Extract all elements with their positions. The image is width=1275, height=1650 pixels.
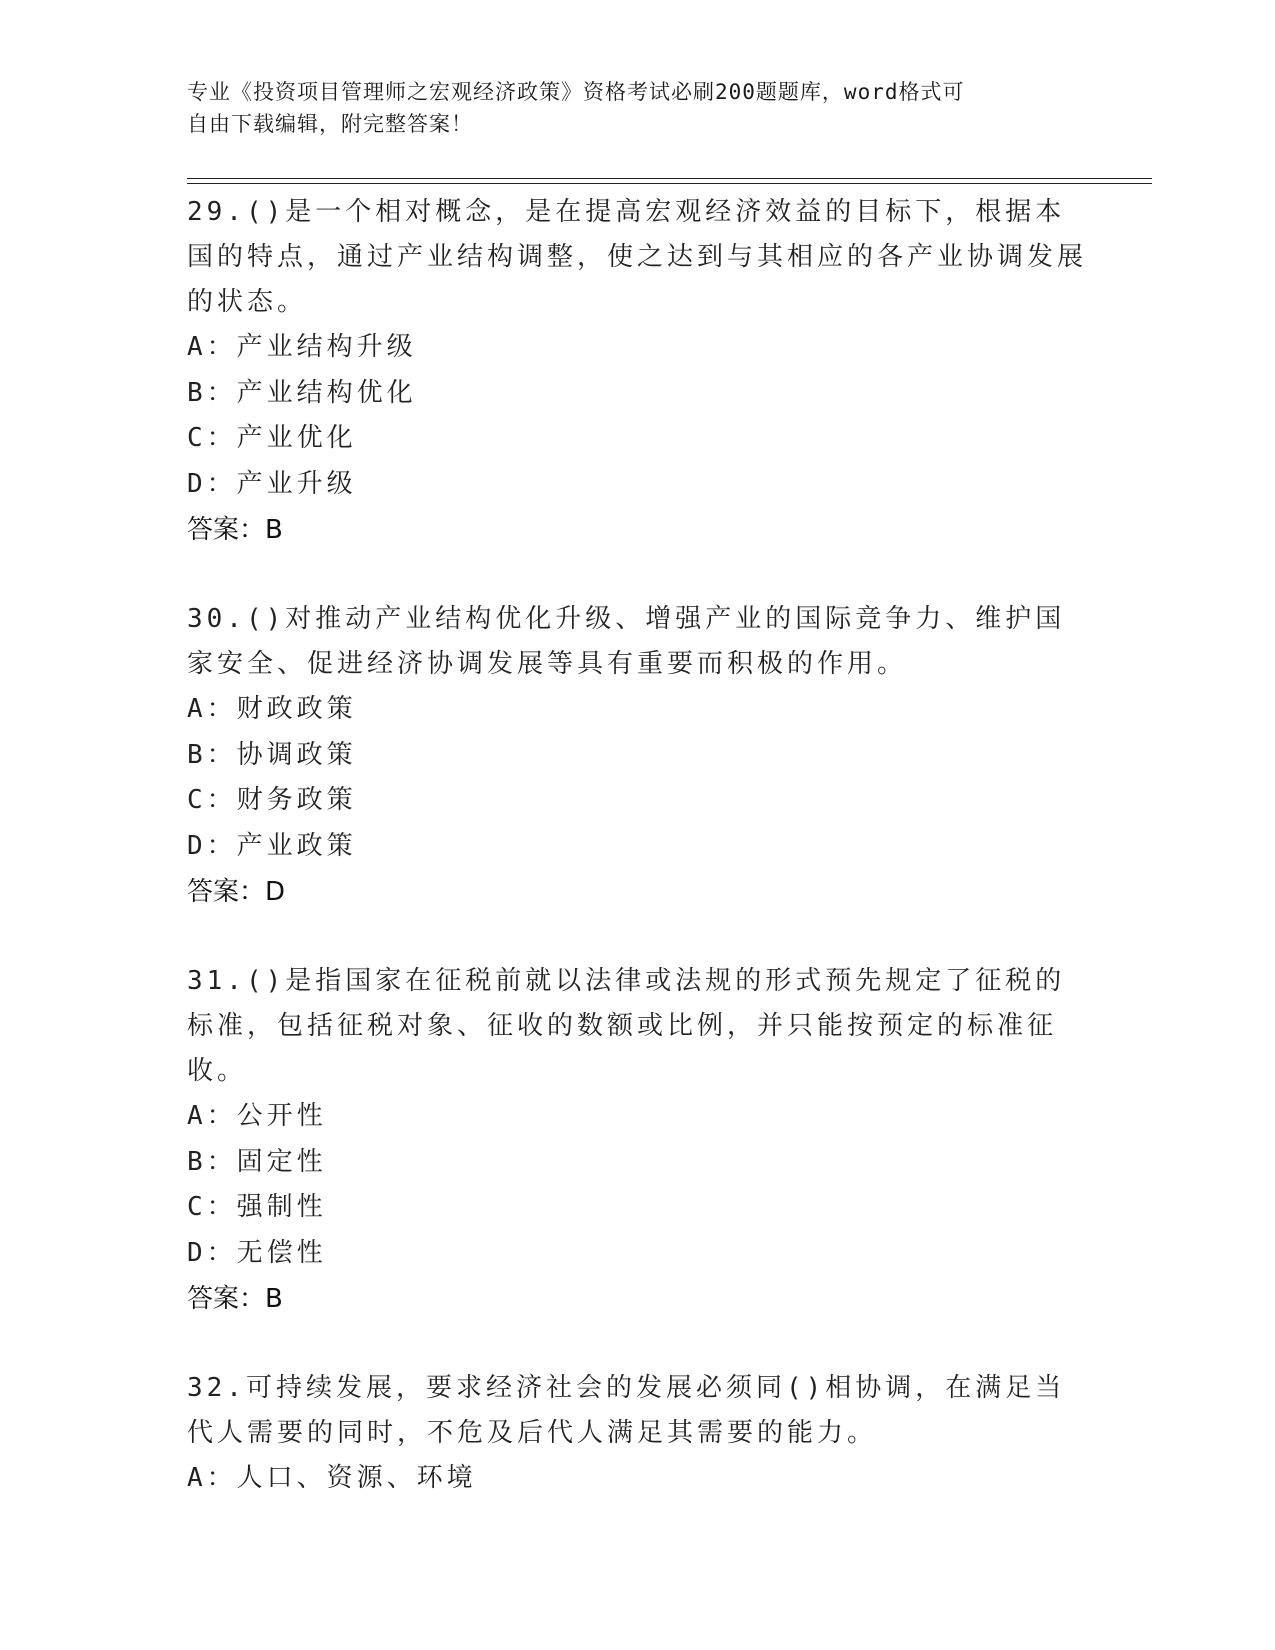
question-31 <box>187 959 1087 1322</box>
question-text: 31.()是指国家在征税前就以法律或法规的形式预先规定了征税的标准，包括征税对象、征收的数额或比例，并只能按预定的标准征收。 <box>187 966 1066 1086</box>
question-text: 29.()是一个相对概念，是在提高宏观经济效益的目标下，根据本国的特点，通过产业结构调整，使之达到与其相应的各产业协调发展的状态。 <box>187 197 1088 317</box>
question-29 <box>187 190 1087 553</box>
question-32 <box>187 1366 1087 1502</box>
question-text: 30.()对推动产业结构优化升级、增强产业的国际竞争力、维护国家安全、促进经济协调发展等具有重要而积极的作用。 <box>187 604 1066 679</box>
document-header <box>187 76 1067 140</box>
header-divider-top <box>187 178 1152 179</box>
option-a: A：公开性 <box>187 1101 327 1131</box>
question-30 <box>187 597 1087 915</box>
question-text: 32.可持续发展，要求经济社会的发展必须同()相协调，在满足当代人需要的同时，不危及后代人满足其需要的能力。 <box>187 1373 1066 1448</box>
option-a: A：产业结构升级 <box>187 332 417 362</box>
option-c: C：产业优化 <box>187 423 357 453</box>
option-b: B：产业结构优化 <box>187 377 417 408</box>
answer-label: 答案：D <box>187 877 286 907</box>
answer-label: 答案：B <box>187 1284 283 1314</box>
option-c: C：财务政策 <box>187 785 357 815</box>
header-line-2: 自由下载编辑，附完整答案！ <box>187 112 473 136</box>
answer-label: 答案：B <box>187 515 283 545</box>
option-d: D：无偿性 <box>187 1237 327 1268</box>
option-c: C：强制性 <box>187 1192 327 1222</box>
option-b: B：协调政策 <box>187 739 357 770</box>
option-b: B：固定性 <box>187 1146 327 1177</box>
header-line-1: 专业《投资项目管理师之宏观经济政策》资格考试必刷200题题库，word格式可 <box>187 80 965 104</box>
question-list <box>187 190 1087 1546</box>
option-d: D：产业政策 <box>187 830 357 861</box>
option-a: A：财政政策 <box>187 694 357 724</box>
header-divider-bottom <box>187 183 1152 184</box>
option-a: A：人口、资源、环境 <box>187 1463 477 1493</box>
option-d: D：产业升级 <box>187 468 357 499</box>
